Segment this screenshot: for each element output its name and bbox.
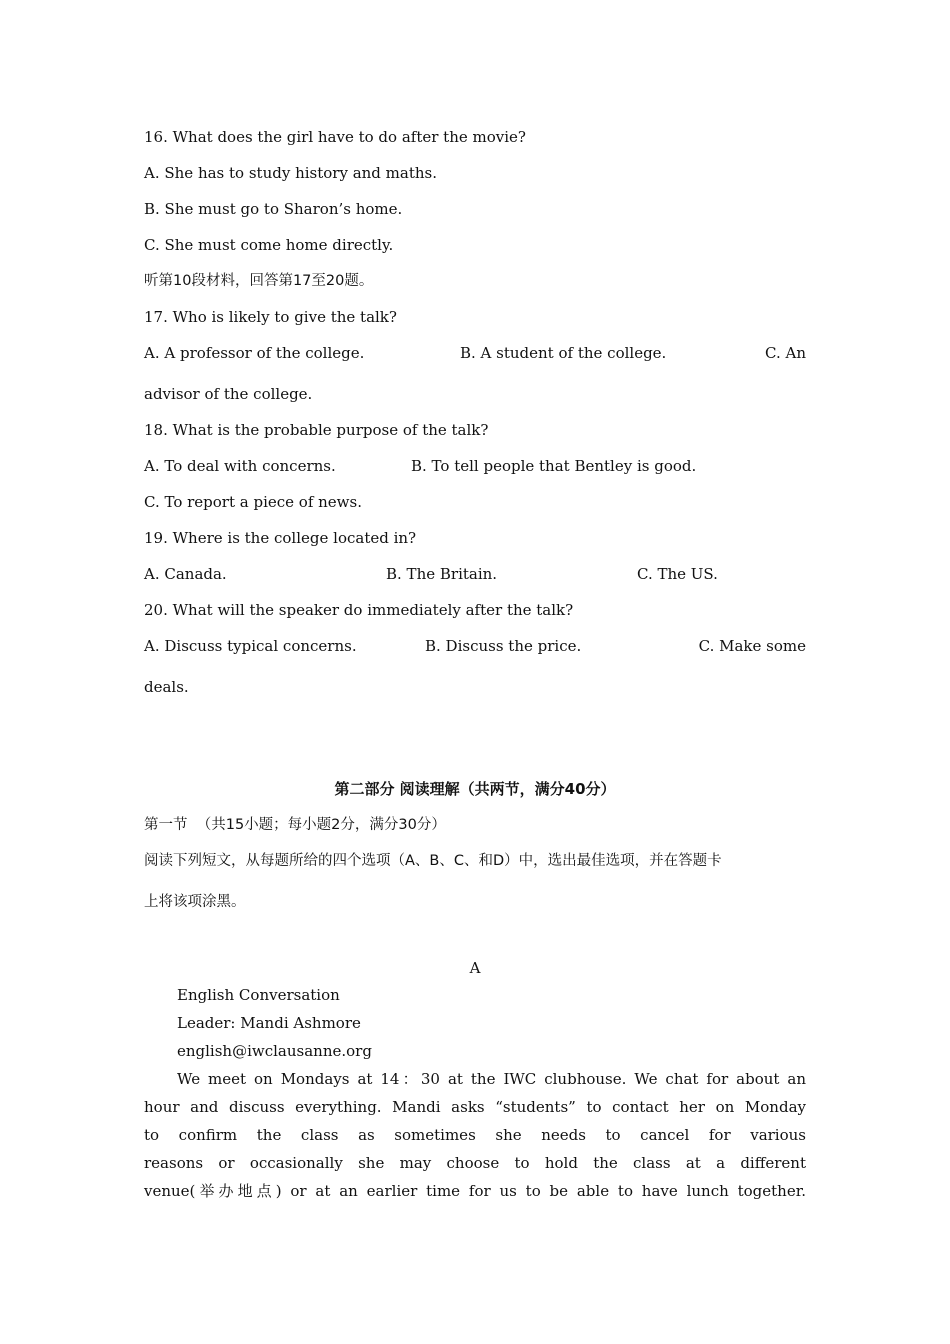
- passage-email: english@iwclausanne.org: [177, 1042, 372, 1060]
- q19-option-c: C. The US.: [637, 565, 718, 583]
- q18-question: 18. What is the probable purpose of the talk?: [144, 421, 489, 439]
- q18-option-c: C. To report a piece of news.: [144, 493, 362, 511]
- passage-body-line-4: reasons or occasionally she may choose to hold the class at a different: [144, 1154, 806, 1172]
- q17-option-c: C. An: [765, 344, 806, 362]
- q19-option-a: A. Canada.: [144, 565, 227, 583]
- q20-question: 20. What will the speaker do immediately after the talk?: [144, 601, 574, 619]
- q16-question: 16. What does the girl have to do after the movie?: [144, 128, 526, 146]
- q20-option-c: C. Make some: [698, 637, 806, 655]
- q17-option-b: B. A student of the college.: [460, 344, 667, 362]
- q18-option-a: A. To deal with concerns.: [144, 457, 336, 475]
- q17-question: 17. Who is likely to give the talk?: [144, 308, 397, 326]
- q20-option-a: A. Discuss typical concerns.: [144, 637, 357, 655]
- part2-heading: 第二部分 阅读理解（共两节，满分40分）: [334, 780, 616, 798]
- q17-option-a: A. A professor of the college.: [144, 344, 365, 362]
- instructions-line-2: 上将该项涂黑。: [144, 894, 246, 910]
- passage-body-line-2: hour and discuss everything. Mandi asks “students” to contact her on Monday: [144, 1098, 806, 1116]
- passage-body-line-3: to confirm the class as sometimes she needs to cancel for various: [144, 1126, 806, 1144]
- q16-option-a: A. She has to study history and maths.: [144, 164, 437, 182]
- section10-intro: 听第10段材料，回答第17至20题。: [144, 273, 374, 289]
- q20-option-b: B. Discuss the price.: [425, 637, 582, 655]
- passage-label: A: [469, 959, 481, 977]
- q19-question: 19. Where is the college located in?: [144, 529, 417, 547]
- q17-option-c-continued: advisor of the college.: [144, 385, 313, 403]
- q17-options-row: [144, 343, 806, 423]
- q20-options-row: [144, 636, 806, 716]
- q18-option-b: B. To tell people that Bentley is good.: [411, 457, 697, 475]
- passage-leader: Leader: Mandi Ashmore: [177, 1014, 361, 1032]
- passage-body-line-5: venue(举办地点) or at an earlier time for us to be able to have lunch together.: [144, 1182, 806, 1200]
- q20-option-c-continued: deals.: [144, 678, 189, 696]
- passage-body-line-1: We meet on Mondays at 14：30 at the IWC clubhouse. We chat for about an: [177, 1070, 806, 1088]
- q16-option-b: B. She must go to Sharon’s home.: [144, 200, 403, 218]
- instructions-line-1: 阅读下列短文，从每题所给的四个选项（A、B、C、和D）中，选出最佳选项，并在答题卡: [144, 853, 722, 869]
- q19-option-b: B. The Britain.: [386, 565, 498, 583]
- passage-title: English Conversation: [177, 986, 340, 1004]
- section1-heading: 第一节 （共15小题；每小题2分，满分30分）: [144, 817, 446, 833]
- q16-option-c: C. She must come home directly.: [144, 236, 394, 254]
